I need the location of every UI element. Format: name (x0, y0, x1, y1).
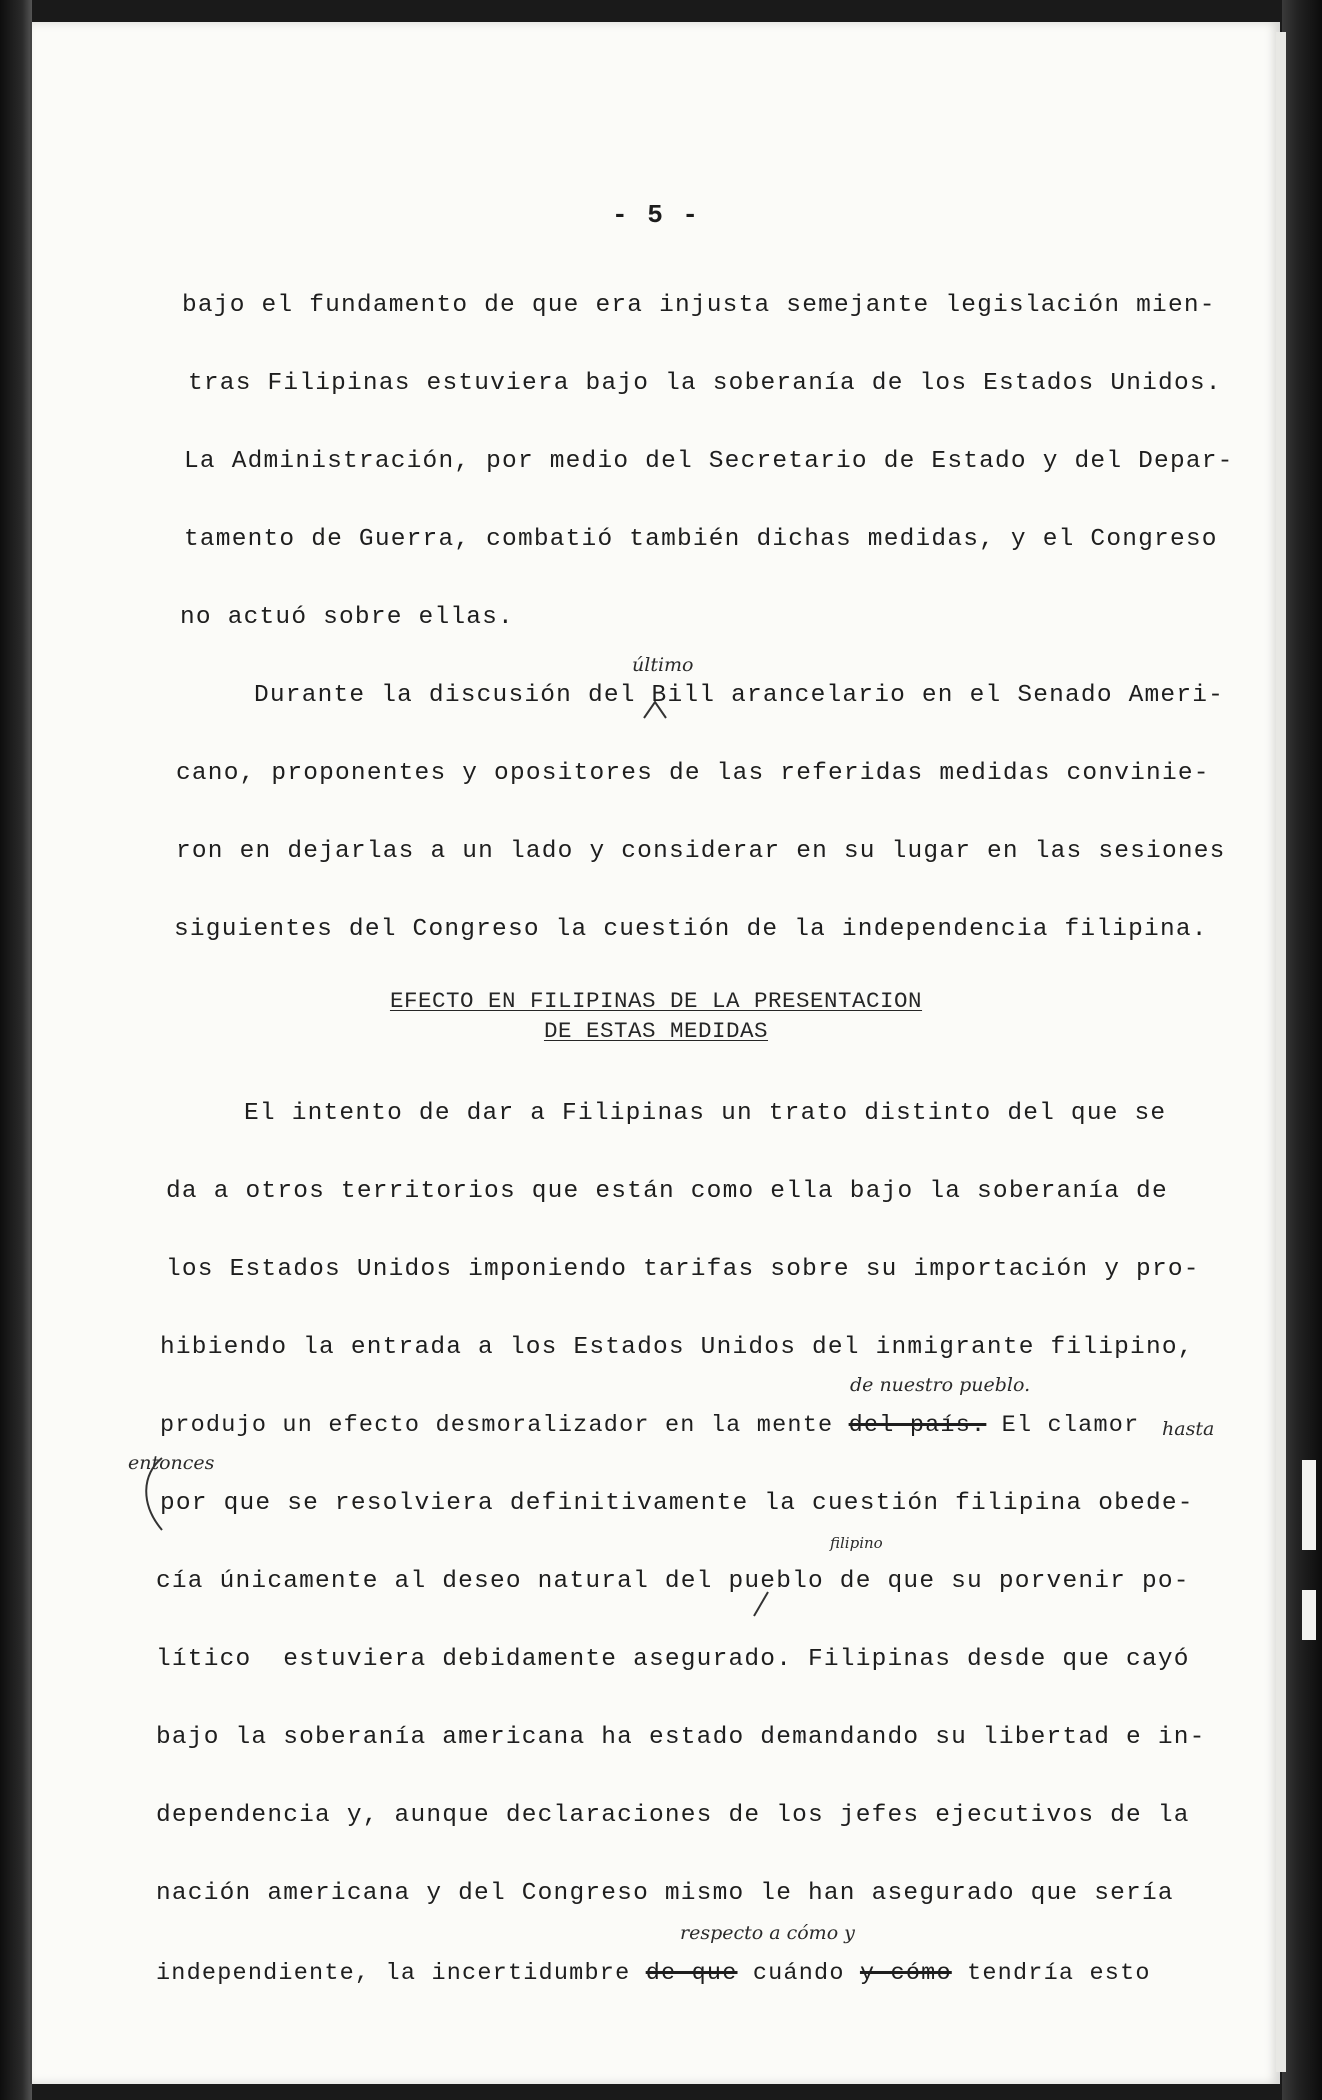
text-line: tamento de Guerra, combatió también dichas medidas, y el Congreso (184, 526, 1218, 553)
handwritten-insert: entonces (128, 1452, 215, 1474)
scan-border-left (0, 0, 32, 2100)
text-line: cano, proponentes y opositores de las referidas medidas convinie- (176, 760, 1210, 787)
handwritten-insert: de nuestro pueblo. (850, 1374, 1031, 1396)
text-segment: cía únicamente al deseo natural del pueblo (156, 1568, 824, 1595)
struck-text: de que (645, 1960, 738, 1987)
text-line: Durante la discusión del Bill arancelario en el Senado Ameri- (254, 682, 1225, 709)
text-line: El intento de dar a Filipinas un trato distinto del que se (244, 1100, 1167, 1127)
text-line: hibiendo la entrada a los Estados Unidos del inmigrante filipino, (160, 1334, 1194, 1361)
text-line (160, 1414, 1139, 1438)
text-line: bajo la soberanía americana ha estado demandando su libertad e in- (156, 1724, 1206, 1751)
text-segment: El clamor (986, 1412, 1140, 1439)
scan-border-right (1282, 0, 1322, 2100)
bracket-mark (132, 1454, 172, 1534)
text-segment: cuándo (737, 1960, 860, 1987)
text-segment: tendría esto (951, 1960, 1151, 1987)
text-line: los Estados Unidos imponiendo tarifas sobre su importación y pro- (166, 1256, 1200, 1283)
text-line: lítico estuviera debidamente asegurado. Filipinas desde que cayó (156, 1646, 1190, 1673)
heading-line: DE ESTAS MEDIDAS (543, 1018, 769, 1044)
text-line: bajo el fundamento de que era injusta semejante legislación mien- (182, 292, 1216, 319)
text-segment: de que su porvenir po- (823, 1568, 1190, 1595)
handwritten-insert: filipino (830, 1534, 883, 1552)
document-page (30, 22, 1280, 2084)
text-line: siguientes del Congreso la cuestión de la independencia filipina. (174, 916, 1208, 943)
handwritten-insert: respecto a cómo y (680, 1922, 855, 1944)
text-segment: independiente, la incertidumbre (156, 1960, 646, 1987)
section-heading (32, 988, 1280, 1014)
text-line: ron en dejarlas a un lado y considerar en su lugar en las sesiones (176, 838, 1226, 865)
caret-mark (642, 698, 668, 720)
heading-line: EFECTO EN FILIPINAS DE LA PRESENTACION (389, 988, 923, 1014)
caret-mark (742, 1586, 772, 1626)
text-line: por que se resolviera definitivamente la cuestión filipina obede- (160, 1490, 1194, 1517)
text-line: dependencia y, aunque declaraciones de los jefes ejecutivos de la (156, 1802, 1190, 1829)
section-heading (32, 1018, 1280, 1044)
handwritten-insert: hasta (1162, 1418, 1215, 1440)
text-line (156, 1962, 1151, 1986)
text-line (156, 1570, 1190, 1595)
handwritten-insert: último (632, 654, 694, 676)
text-line: da a otros territorios que están como ella bajo la soberanía de (166, 1178, 1168, 1205)
struck-text: y cómo (859, 1960, 952, 1987)
text-segment: produjo un efecto desmoralizador en la mente (160, 1412, 849, 1439)
page-tab (1302, 1460, 1316, 1550)
text-line: tras Filipinas estuviera bajo la soberanía de los Estados Unidos. (188, 370, 1222, 397)
struck-text: del país. (848, 1412, 987, 1439)
page-tab (1302, 1590, 1316, 1640)
text-line: nación americana y del Congreso mismo le han asegurado que sería (156, 1880, 1174, 1907)
page-edge (1276, 32, 1288, 2072)
page-number: - 5 - (611, 200, 700, 230)
text-line: no actuó sobre ellas. (180, 604, 514, 631)
text-line: La Administración, por medio del Secretario de Estado y del Depar- (184, 448, 1234, 475)
